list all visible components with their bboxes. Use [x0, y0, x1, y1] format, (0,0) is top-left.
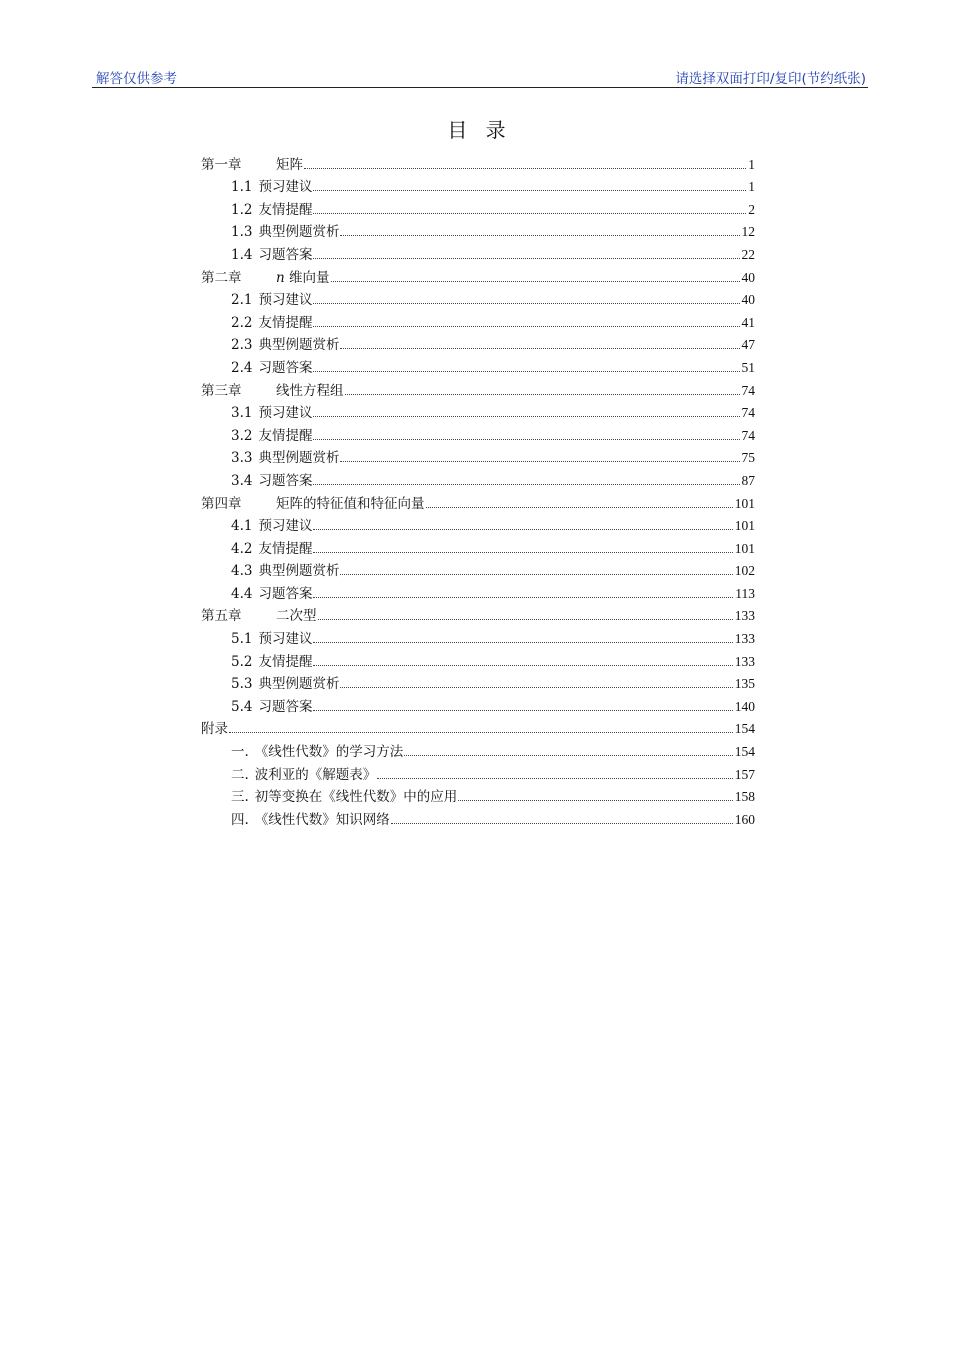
toc-entry-page: 157 — [734, 766, 755, 782]
toc-entry-text: 预习建议 — [258, 292, 313, 309]
toc-entry[interactable] — [201, 399, 755, 422]
toc-entry-text: 矩阵 — [276, 156, 303, 173]
toc-entry-label — [201, 224, 339, 240]
toc-entry-text: 典型例题赏析 — [258, 337, 340, 354]
toc-entry-label — [201, 789, 457, 805]
toc-entry-text: 习题答案 — [258, 585, 313, 602]
page-title: 目 录 — [447, 118, 512, 142]
header-left-text: 解答仅供参考 — [96, 71, 177, 87]
toc-entry[interactable] — [201, 512, 755, 535]
toc-entry-label — [201, 383, 344, 399]
toc-entry-text: 友情提醒 — [258, 314, 313, 331]
dot-leader — [340, 348, 739, 349]
toc-entry-page: 154 — [734, 744, 755, 760]
toc-entry-number: 1.2 — [231, 201, 253, 218]
dot-leader — [313, 326, 739, 327]
toc-entry-number: 2.1 — [231, 292, 253, 309]
toc-entry-number: 4.4 — [231, 585, 253, 602]
toc-entry-text: 习题答案 — [258, 698, 313, 715]
toc-entry[interactable] — [201, 240, 755, 263]
toc-entry-number: 3.2 — [231, 427, 253, 444]
toc-entry-text: 习题答案 — [258, 472, 313, 489]
toc-entry-number: 5.4 — [231, 698, 253, 715]
toc-entry-text: 典型例题赏析 — [258, 450, 340, 467]
toc-entry-page: 133 — [734, 631, 755, 647]
toc-entry-text: 《线性代数》的学习方法 — [254, 744, 404, 761]
toc-entry[interactable] — [201, 218, 755, 241]
toc-entry-label — [201, 360, 312, 376]
toc-entry-number: 5.3 — [231, 676, 253, 693]
toc-entry-label — [201, 405, 312, 421]
toc-entry-number: 第一章 — [201, 156, 242, 173]
toc-entry-number: 四. — [231, 811, 249, 828]
toc-entry[interactable] — [201, 670, 755, 693]
toc-entry[interactable] — [201, 353, 755, 376]
dot-leader — [313, 710, 732, 711]
dot-leader — [313, 190, 746, 191]
toc-entry[interactable] — [201, 489, 755, 512]
toc-entry-text: 预习建议 — [258, 631, 313, 648]
page-header — [92, 66, 868, 88]
toc-entry[interactable] — [201, 263, 755, 286]
toc-entry-label — [201, 179, 312, 195]
toc-entry-number: 第四章 — [201, 495, 242, 512]
toc-entry-page: 74 — [741, 405, 755, 421]
toc-entry[interactable] — [201, 421, 755, 444]
toc-entry-label — [201, 473, 312, 489]
toc-entry[interactable] — [201, 331, 755, 354]
toc-entry-page: 87 — [741, 472, 755, 488]
toc-entry-label — [201, 608, 317, 624]
dot-leader — [404, 755, 732, 756]
toc-entry-label — [201, 767, 376, 783]
dot-leader — [313, 529, 732, 530]
toc-entry-number: 5.2 — [231, 653, 253, 670]
toc-entry[interactable] — [201, 602, 755, 625]
toc-entry[interactable] — [201, 150, 755, 173]
toc-entry-number: 第三章 — [201, 382, 242, 399]
toc-entry-label — [201, 563, 339, 579]
toc-entry-page: 47 — [741, 337, 755, 353]
toc-entry-page: 1 — [748, 179, 755, 195]
dot-leader — [313, 258, 739, 259]
toc-entry-number: 5.1 — [231, 631, 253, 648]
toc-entry[interactable] — [201, 173, 755, 196]
toc-entry-page: 40 — [741, 292, 755, 308]
toc-entry[interactable] — [201, 760, 755, 783]
toc-entry-text: 友情提醒 — [258, 201, 313, 218]
toc-entry[interactable] — [201, 579, 755, 602]
toc-entry-page: 101 — [734, 518, 755, 534]
toc-entry-page: 113 — [735, 585, 755, 601]
toc-entry-label — [201, 518, 312, 534]
toc-entry[interactable] — [201, 195, 755, 218]
dot-leader — [313, 665, 732, 666]
toc-entry[interactable] — [201, 286, 755, 309]
toc-entry-page: 133 — [734, 653, 755, 669]
toc-entry[interactable] — [201, 557, 755, 580]
dot-leader — [426, 507, 733, 508]
dot-leader — [313, 439, 739, 440]
toc-entry-number: 2.2 — [231, 314, 253, 331]
toc-entry-number: 4.3 — [231, 563, 253, 580]
toc-entry-page: 75 — [741, 450, 755, 466]
toc-entry-text: n 维向量 — [276, 269, 330, 286]
toc-entry-page: 158 — [734, 789, 755, 805]
toc-entry-label — [201, 699, 312, 715]
toc-entry[interactable] — [201, 624, 755, 647]
toc-entry[interactable] — [201, 308, 755, 331]
toc-entry-text: 友情提醒 — [258, 427, 313, 444]
dot-leader — [313, 642, 732, 643]
toc-entry-page: 160 — [734, 811, 755, 827]
toc-entry[interactable] — [201, 466, 755, 489]
dot-leader — [391, 823, 733, 824]
toc-entry[interactable] — [201, 783, 755, 806]
toc-entry-text: 《线性代数》知识网络 — [254, 811, 390, 828]
toc-entry-label — [201, 270, 330, 286]
toc-entry-page: 41 — [741, 314, 755, 330]
toc-entry-text: 友情提醒 — [258, 540, 313, 557]
toc-entry-number: 一. — [231, 744, 249, 761]
toc-entry-number: 1.3 — [231, 224, 253, 241]
toc-entry-text: 典型例题赏析 — [258, 563, 340, 580]
toc-entry-label — [201, 721, 228, 737]
toc-entry-text: 线性方程组 — [276, 382, 344, 399]
toc-entry-label — [201, 812, 390, 828]
dot-leader — [313, 484, 739, 485]
toc-entry[interactable] — [201, 534, 755, 557]
toc-entry-label — [201, 202, 312, 218]
toc-entry-page: 135 — [734, 676, 755, 692]
toc-entry-text: 波利亚的《解题表》 — [254, 766, 377, 783]
toc-entry-label — [201, 744, 403, 760]
toc-entry-page: 74 — [741, 382, 755, 398]
toc-entry-page: 12 — [741, 224, 755, 240]
toc-entry-label — [201, 337, 339, 353]
toc-entry-label — [201, 586, 312, 602]
dot-leader — [340, 687, 732, 688]
dot-leader — [313, 371, 739, 372]
toc-entry-number: 3.4 — [231, 472, 253, 489]
toc-entry-label — [201, 157, 303, 173]
dot-leader — [313, 213, 746, 214]
table-of-contents — [201, 150, 755, 828]
toc-entry-label — [201, 247, 312, 263]
dot-leader — [458, 800, 732, 801]
dot-leader — [229, 732, 733, 733]
toc-entry[interactable] — [201, 376, 755, 399]
toc-entry[interactable] — [201, 647, 755, 670]
toc-entry-page: 102 — [734, 563, 755, 579]
toc-entry-number: 二. — [231, 766, 249, 783]
dot-leader — [313, 552, 732, 553]
toc-entry-number: 3.1 — [231, 405, 253, 422]
toc-entry-text: 典型例题赏析 — [258, 676, 340, 693]
dot-leader — [318, 619, 733, 620]
toc-entry-number: 2.4 — [231, 359, 253, 376]
header-right-text: 请选择双面打印/复印(节约纸张) — [675, 71, 866, 87]
toc-entry-page: 2 — [748, 201, 755, 217]
dot-leader — [345, 394, 740, 395]
toc-entry-number: 三. — [231, 789, 249, 806]
toc-entry-text: 典型例题赏析 — [258, 224, 340, 241]
toc-entry-page: 101 — [734, 495, 755, 511]
toc-entry[interactable] — [201, 715, 755, 738]
toc-entry-text: 习题答案 — [258, 246, 313, 263]
toc-entry-label — [201, 496, 425, 512]
dot-leader — [313, 303, 739, 304]
toc-entry-text: 矩阵的特征值和特征向量 — [276, 495, 425, 512]
toc-entry[interactable] — [201, 444, 755, 467]
toc-entry-number: 4.1 — [231, 518, 253, 535]
toc-entry-label — [201, 450, 339, 466]
toc-entry-label — [201, 292, 312, 308]
toc-entry-number: 第二章 — [201, 269, 242, 286]
toc-entry-label — [201, 676, 339, 692]
toc-entry[interactable] — [201, 737, 755, 760]
dot-leader — [313, 416, 739, 417]
toc-entry-text: 习题答案 — [258, 359, 313, 376]
dot-leader — [340, 461, 739, 462]
toc-entry-text: 友情提醒 — [258, 653, 313, 670]
dot-leader — [331, 281, 740, 282]
toc-entry-text: 预习建议 — [258, 518, 313, 535]
toc-entry-number: 3.3 — [231, 450, 253, 467]
toc-entry[interactable] — [201, 692, 755, 715]
toc-entry-page: 40 — [741, 269, 755, 285]
toc-entry-number: 2.3 — [231, 337, 253, 354]
dot-leader — [377, 778, 732, 779]
dot-leader — [313, 597, 733, 598]
toc-entry-text: 预习建议 — [258, 179, 313, 196]
toc-entry-label — [201, 428, 312, 444]
toc-entry-page: 1 — [748, 156, 755, 172]
toc-entry-number: 1.1 — [231, 179, 253, 196]
toc-entry-text: 预习建议 — [258, 405, 313, 422]
toc-entry-page: 101 — [734, 540, 755, 556]
toc-entry-page: 74 — [741, 427, 755, 443]
dot-leader — [340, 574, 732, 575]
toc-entry-page: 22 — [741, 246, 755, 262]
toc-entry-label — [201, 541, 312, 557]
toc-entry-page: 140 — [734, 698, 755, 714]
toc-entry-page: 133 — [734, 608, 755, 624]
toc-entry-number: 第五章 — [201, 608, 242, 625]
toc-entry-number: 1.4 — [231, 246, 253, 263]
toc-entry-text: 二次型 — [276, 608, 317, 625]
toc-entry-page: 154 — [734, 721, 755, 737]
dot-leader — [304, 168, 746, 169]
toc-entry-label — [201, 315, 312, 331]
toc-entry[interactable] — [201, 805, 755, 828]
toc-entry-label — [201, 654, 312, 670]
toc-entry-text: 附录 — [201, 721, 228, 738]
toc-entry-text: 初等变换在《线性代数》中的应用 — [254, 789, 458, 806]
dot-leader — [340, 235, 739, 236]
toc-entry-page: 51 — [741, 359, 755, 375]
toc-entry-label — [201, 631, 312, 647]
toc-entry-number: 4.2 — [231, 540, 253, 557]
